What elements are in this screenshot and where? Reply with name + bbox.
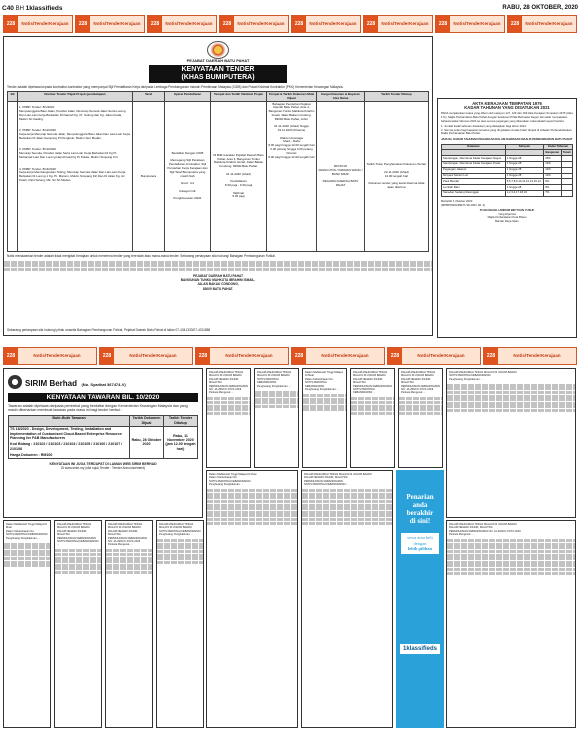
table-row: Sambangan, Membena Kadar Kerajaan Pusat 1 hingga 28 12% <box>442 161 573 167</box>
tender-footer: Notis menawarkan tender adalah tidak mengikat Kerajaan untuk menerima tender yang terendah atau mana-mana tender. Sebarang pertanyaan sila hubungi Bahagian Pembangunan Fizikal. <box>7 254 276 258</box>
legal-notice: DALAM MAHKAMAH TINGGI MALAYA DI JOHOR BAHRU DALAM NEGERI JOHOR, MALAYSIA PERMOHONAN KEBANKRAPAN NOTIS PERINTAH KEBANKRAPAN ... <box>301 470 393 728</box>
legal-notice: DALAM MAHKAMAH TINGGI MALAYA DI JOHOR BAHRU DALAM NEGERI JOHOR, MALAYSIA PERMOHONAN KEBANKRAPAN NO: JA-29NCC-XXXX-2019 Perkara Mengenai: ... <box>446 520 576 728</box>
sirim-intro: Tawaran adalah dipelawa daripada pembekal yang berdaftar dengan Kementerian Kewangan Malaysia dan yang masih dibenarkan membuat tawaran pada masa ini bagi tender berikut : <box>8 404 188 413</box>
akta-signature: TUAN SHAHLI ANDOM BIN TUAN YUSUF Yang Dipertua Majlis Perbandaran Kota Bharu Bandar Raya Islam <box>479 208 535 223</box>
akta-list: 1. Jumlah kadar tahunan disatukan yang ditetapkan bagi tahun 2021. 2. Semua pulan bagi kawasan tersebut yang dinyatakan di atas boleh dirujuk di Jabatan Perbendaharaan, Majlis Perbandaran Batu Pahat. <box>441 124 573 136</box>
legal-notice: DALAM MAHKAMAH TINGGI MALAYA DI JOHOR BAHRU DALAM NEGERI JOHOR, MALAYSIA PERMOHONAN KEBANKRAPAN NOTIS PERINTAH KEBANKRAPAN ... <box>350 368 395 468</box>
akta-dated: Bertarikh 1 Oktober 2020 (MPBP/KEW/PENT./18-190/I Jld. 2) <box>441 198 486 207</box>
table-row: Pasir Bendar 5,6,7,8,9,10,11,12,13,15,14 8% <box>442 179 573 185</box>
tender-intro: Tender adalah dipelawa kepada kontraktor-kontraktor yang mempunyai Sijil Pendaftaran Kerja daripada Lembaga Pembangunan Industri Pembinaan Malaysia (CIDB) dan Pusat Khidmat Kontraktor (PKK) Kementerian Kewangan Malaysia. <box>7 85 344 90</box>
sirim-table: Butir-Butir Tawaran Tarikh Dokumen Dijual Tarikh Tender Ditutup TS 18/2020 - Design, Development, Testing, Installation and Implementation of Customised Cloud-Based Enterprise Resource Planning for F&B Manufacturers Kod Bidang : 210102 / 210103 / 210104 / 210105 / 210106 / 210107 / 210108 Harga Dokumen : RM100 Rabu, 28 Oktober 2020 Rabu, 11 November 2020 (jam 12.00 tengah hari) <box>10 416 196 458</box>
tender-item: 2. PDBP. Tender: 8/12/2020 Kerja-kerja Menurap Semula Jalan, Menyelenggara Batu Jalan Dan Lain-Lain Kerja Berkaitan Di Jalan Kampung Pt Penghulu, Mukim Seri Medan. <box>19 128 130 140</box>
category-tab[interactable]: 228 Notis/Tender Kerajaan <box>75 15 145 33</box>
tender-title: KENYATAAN TENDER (KHAS BUMIPUTERA) <box>149 65 287 83</box>
akta-body: PADA menjalankan kuasa yang diberi oleh seksyen 127, 129 dan 169 Akta Kerajaan Tempatan 1976 (Akta 171), Majlis Perbandaran Batu Pahat dengan kelulusan Pihak Berkuasa Negeri dan telah menyatakan bahawa kadar tahunan 2021 ke atas semua pegangan yang dikenakan cukai adalah seperti berikut. <box>441 111 573 123</box>
category-tab[interactable]: 228 Notis/Tender Kerajaan <box>291 15 361 33</box>
akta-schedule-title: JADUAL KADAR TAHUNAN PEGANGAN DALAM KAWASAN MAJLIS PERBANDARAN BATU PAHAT <box>441 136 573 141</box>
brand-logo: 1klassifieds <box>400 644 440 654</box>
category-tab[interactable]: 228 Notis/Tender Kerajaan <box>435 15 505 33</box>
promo-ad[interactable]: Penarian anda berakhir di sini! sewa atau beli dengan lebih pilihan 1klassifieds <box>396 470 444 728</box>
table-row: Sanedan Sedang Mesinggan 1,2,3,4,17,18,19 7% <box>442 190 573 196</box>
table-row: Pegangan Jalanan 1 hingga 28 12% <box>442 167 573 173</box>
sirim-title: KENYATAAN TAWARAN BIL. 10/2020 <box>8 393 198 402</box>
tender-item: 1. PDBP. Tender: 8/1/2020 Menyelenggara Batu Jalan, Perabot Jalan, Menurap Semula Jalan Serta Lorong Dan Lain-Lain Kerja Berkaitan Di Daerah Kg. Pt. Sulong dan Kg. Jalan Kuala, Mukim Sri Gading. <box>19 105 126 121</box>
sirim-price: Harga Dokumen : RM100 <box>10 453 53 458</box>
category-tab[interactable]: 228 Notis/Tender Kerajaan <box>219 15 289 33</box>
akta-subtitle: KADAR TAHUNAN YANG DISATUKAN 2021 <box>464 105 550 111</box>
sirim-tender-notice <box>3 368 203 518</box>
category-tab[interactable]: 228 Notis/Tender Kerajaan <box>3 15 73 33</box>
tender-table: Bil Nomber Tender /Tajuk Projek (pembelajaan Taraf Syarat Pendaftaran Tempat dan Tarikh Taklimat Projek Tempat & Tarikh Dokumen Mula Dijual Harga Dokumen & Bayaran Atas Nama Tarikh Tender Ditutup 1. PDBP. Tender: 8/1/2020 Menyelenggara Batu Jalan, Perabot Jalan, Menurap Semula Jalan Serta Lorong Dan Lain-Lain Kerja Berkaitan Di Daerah Kg. Pt. Sulong dan Kg. Jalan Kuala, Mukim Sri Gading. 2. PDBP. Tender: 8/12/2020 Kerja-kerja Menurap Semula Jalan, Menyelenggara Batu Jalan Dan Lain-Lain Kerja Berkaitan Di Jalan Kampung Pt Penghulu, Mukim Seri Medan. 3. PDBP. Tender: 8/13/2020 Menurap Semula, Perabot Jalan Serta Lain-Lain Kerja Berkaitan Di Kg Pt. Mohamad Laut Dan Lorong Haji Ahmad Kg Pt Pukas, Mukim Simpang Kiri. 4. PDBP. Tender: 8/14/2020 Kerja-kerja Membangunkan Tebing, Menurap Semula Jalan Dan Lain-Lain Kerja Berkaitan Di Lorong 1 Kg. Pt. Mamon, Mukim Simpang Kiri Dan Di Jalan Kg. Air Puteh, Parit Sulong, Mk. Sri Sri Medan. Bumiputera Berdaftar Dengan CIDB Memegang Sijil Perakuan Pendaftaran Kontraktor, Sijil Perolehan Kerja Kerajaan dan Sijil Taraf Bumiputera yang masih Sah Gred : G1 Kategori CE Pengkhususan CE01 Di Bilik Gerakan Pejabat Daerah Batu Pahat, Aras 3, Bangunan Tunku Mahkota Ibrahim Ismail, Jalan Bakau Condong, 83000 Batu Pahat. 01.11.2020 (Ahad) Pendaftaran 8.30 pagi - 9.30 pagi Taklimat 9.45 pagi Bahagian Perolehan Pejabat Daerah Batu Pahat, Aras 4, Bangunan Tunku Mahkota Ibrahim Ismail, Jalan Bakau Condong, 83000 Batu Pahat, Johor 01.11.2020 (Ahad) hingga 19.11.2020 (Khamis) Waktu Urusniaga Ahad – Rabu 8.00 pagi hingga 12.00 tengah hari 2.00 petang hingga 4.00 petang Khamis 8.00 pagi hingga 12.00 tengah hari RM 50.00 (WANG POS / KIRIMAN WANG / BANK DRAF PEGAWAI DAERAH BATU PAHAT Tarikh Tutup Penghantaran Dokumen Tender 22.11.2020 (Ahad) 12.00 tengah hari Dokumen tender yang lewat diterima tidak akan diterima <box>7 91 429 252</box>
sirim-logo-icon <box>8 375 22 389</box>
tender-item: 4. PDBP. Tender: 8/14/2020 Kerja-kerja Membangunkan Tebing, Menurap Semula Jalan Dan Lain-Lain Kerja Berkaitan Di Lorong 1 Kg. Pt. Mamon, Mukim Simpang Kiri Dan Di Jalan Kg. Air Puteh, Parit Sulong, Mk. Sri Sri Medan. <box>19 166 126 183</box>
legal-notice: Dalam Mahkamah Tinggi Malaya Di Muar Dalam Kebankrapan No. NOTIS PERINTAH KEBANKRAPAN Penghutang Penghakiman: ... <box>302 368 347 468</box>
table-row: Lembah Bahi 1 hingga 28 8% <box>442 185 573 191</box>
legal-notice: DALAM MAHKAMAH TINGGI MALAYA DI JOHOR BAHRU DALAM NEGERI JOHOR, MALAYSIA PERMOHONAN KEBANKRAPAN NO: JA-29NCC-XXXX-2019 Perkara Mengenai: ... <box>206 368 251 468</box>
harga-cell: RM 50.00 (WANG POS / KIRIMAN WANG / BANK DRAF PEGAWAI DAERAH BATU PAHAT <box>317 102 365 252</box>
taklimat-cell: Di Bilik Gerakan Pejabat Daerah Batu Pahat, Aras 3, Bangunan Tunku Mahkota Ibrahim Ismail, Jalan Bakau Condong, 83000 Batu Pahat. 01.11.2020 (Ahad) Pendaftaran 8.30 pagi - 9.30 pagi Taklimat 9.45 pagi <box>211 102 267 252</box>
state-crest-icon <box>207 41 229 59</box>
sirim-footer: KENYATAAN INI JUGA TERDAPAT DI LAMAN WEB SIRIM BERHAD <box>49 462 157 467</box>
sirim-web[interactable]: Di www.sirim.my (sila rujuk Tender : Tender Announcement) <box>60 466 146 471</box>
akta-table: Kawasan Seksyen Kadar Tahunan Bangunan Tanah Sambangan, Membena Kadar Kerajaan Negeri 1 hingga 28 15% Sambangan, Membena Kadar Kerajaan Pusat 1 hingga 28 12% Pegangan Jalanan 1 hingga 28 12% Minyara Telefon Lori 1 hingga 28 12% Pasir Bendar 5,6,7,8,9,10,11,12,13,15,14 8% Lembah Bahi 1 hingga 28 8% Sanedan Sedang Mesinggan 1,2,3,4,17,18,19 7% <box>443 144 571 195</box>
table-row: Minyara Telefon Lori 1 hingga 28 12% <box>442 173 573 179</box>
syarat-cell: Berdaftar Dengan CIDB Memegang Sijil Perakuan Pendaftaran Kontraktor, Sijil Perolehan Kerja Kerajaan dan Sijil Taraf Bumiputera yang masih Sah Gred : G1 Kategori CE Pengkhususan CE01 <box>165 102 211 252</box>
legal-notice: DALAM MAHKAMAH TINGGI MALAYA DI JOHOR BAHRU NOTIS PERINTAH KEBANKRAPAN Penghutang Penghakiman: ... <box>446 368 576 518</box>
department-name: PEJABAT DAERAH BATU PAHAT <box>186 58 250 63</box>
header-date: RABU, 28 OKTOBER, 2020 <box>502 5 578 11</box>
category-tab[interactable]: 228 Notis/Tender Kerajaan <box>483 347 577 365</box>
legal-notice: Dalam Mahkamah Tinggi Malaya Di Muar Dalam Kebankrapan No. NOTIS PERINTAH KEBANKRAPAN Penghutang Penghakiman: ... <box>3 520 51 728</box>
akta-notice <box>437 98 577 338</box>
sirim-brand: SIRIM Berhad (No. Syarikat 367474-V) <box>25 379 126 388</box>
legal-notice: DALAM MAHKAMAH TINGGI MALAYA DI JOHOR BAHRU DALAM NEGERI JOHOR, MALAYSIA PERMOHONAN KEBANKRAPAN NOTIS PERINTAH KEBANKRAPAN ... <box>54 520 102 728</box>
category-tab[interactable]: 228 Notis/Tender Kerajaan <box>363 15 433 33</box>
sirim-codes: Kod Bidang : 210102 / 210103 / 210104 / 210105 / 210106 / 210107 / 210108 <box>10 442 123 451</box>
category-tab[interactable]: 228 Notis/Tender Kerajaan <box>507 15 577 33</box>
category-tab[interactable]: 228 Notis/Tender Kerajaan <box>387 347 481 365</box>
category-tab[interactable]: 228 Notis/Tender Kerajaan <box>195 347 289 365</box>
category-strip-middle <box>3 347 577 365</box>
tender-contact: Sebarang pertanyaan sila hubungi pihak urusetia Bahagian Pembangunan Fizikal, Pejabat Daerah Batu Pahat di talian 07-4341333/07-4311858 <box>7 327 211 332</box>
legal-notice: DALAM MAHKAMAH TINGGI MALAYA DI JOHOR BAHRU NOTIS PERINTAH KEBANKRAPAN Penghutang Penghakiman: ... <box>254 368 299 468</box>
tender-signature: PEJABAT DAERAH BATU PAHAT BANGUNAN TUNKU MAHKOTA IBRAHIM ISMAIL, JALAN BAKAU CONDONG, 83000 BATU PAHAT. <box>180 273 256 291</box>
taraf-cell: Bumiputera <box>133 102 165 252</box>
jual-cell: Bahagian Perolehan Pejabat Daerah Batu Pahat, Aras 4, Bangunan Tunku Mahkota Ibrahim Ismail, Jalan Bakau Condong, 83000 Batu Pahat, Johor 01.11.2020 (Ahad) hingga 19.11.2020 (Khamis) Waktu Urusniaga Ahad – Rabu 8.00 pagi hingga 12.00 tengah hari 2.00 petang hingga 4.00 petang Khamis 8.00 pagi hingga 12.00 tengah hari <box>267 102 317 252</box>
sirim-item: TS 18/2020 - Design, Development, Testing, Installation and Implementation of Customised Cloud-Based Enterprise Resource Planning for F&B Manufacturers <box>10 427 122 440</box>
legal-notice: DALAM MAHKAMAH TINGGI MALAYA DI JOHOR BAHRU NOTIS PERINTAH KEBANKRAPAN Penghutang Penghakiman: ... <box>156 520 204 728</box>
legal-notice: DALAM MAHKAMAH TINGGI MALAYA DI JOHOR BAHRU DALAM NEGERI JOHOR, MALAYSIA PERMOHONAN KEBANKRAPAN NO: JA-29NCC-XXXX-2019 Perkara Mengenai: ... <box>105 520 153 728</box>
category-strip-top <box>3 15 577 33</box>
table-row: Sambangan, Membena Kadar Kerajaan Negeri 1 hingga 28 15% <box>442 156 573 162</box>
page-header <box>2 2 578 14</box>
category-tab[interactable]: 228 Notis/Tender Kerajaan <box>3 347 97 365</box>
tutup-cell: Tarikh Tutup Penghantaran Dokumen Tender 22.11.2020 (Ahad) 12.00 tengah hari Dokumen tender yang lewat diterima tidak akan diterima <box>365 102 429 252</box>
tender-item: 3. PDBP. Tender: 8/13/2020 Menurap Semula, Perabot Jalan Serta Lain-Lain Kerja Berkaitan Di Kg Pt. Mohamad Laut Dan Lorong Haji Ahmad Kg Pt Pukas, Mukim Simpang Kiri. <box>19 147 119 160</box>
sirim-closed-date: Rabu, 11 November 2020 (jam 12.00 tengah hari) <box>164 426 198 458</box>
tender-notice-batu-pahat <box>3 36 433 336</box>
legal-notice: Dalam Mahkamah Tinggi Malaya Di Muar Dalam Kebankrapan No. NOTIS PERINTAH KEBANKRAPAN Penghutang Penghakiman: ... <box>206 470 298 728</box>
header-left: C40 BH 1klassifieds <box>2 4 63 12</box>
sirim-sold-date: Rabu, 28 Oktober 2020 <box>130 426 164 458</box>
akta-title: AKTA KERAJAAN TEMPATAN 1976 <box>472 101 542 106</box>
category-tab[interactable]: 228 Notis/Tender Kerajaan <box>147 15 217 33</box>
legal-notice: DALAM MAHKAMAH TINGGI MALAYA DI JOHOR BAHRU DALAM NEGERI JOHOR, MALAYSIA PERMOHONAN KEBANKRAPAN NO: JA-29NCC-XXXX-2019 Perkara Mengenai: ... <box>398 368 443 468</box>
category-tab[interactable]: 228 Notis/Tender Kerajaan <box>291 347 385 365</box>
category-tab[interactable]: 228 Notis/Tender Kerajaan <box>99 347 193 365</box>
